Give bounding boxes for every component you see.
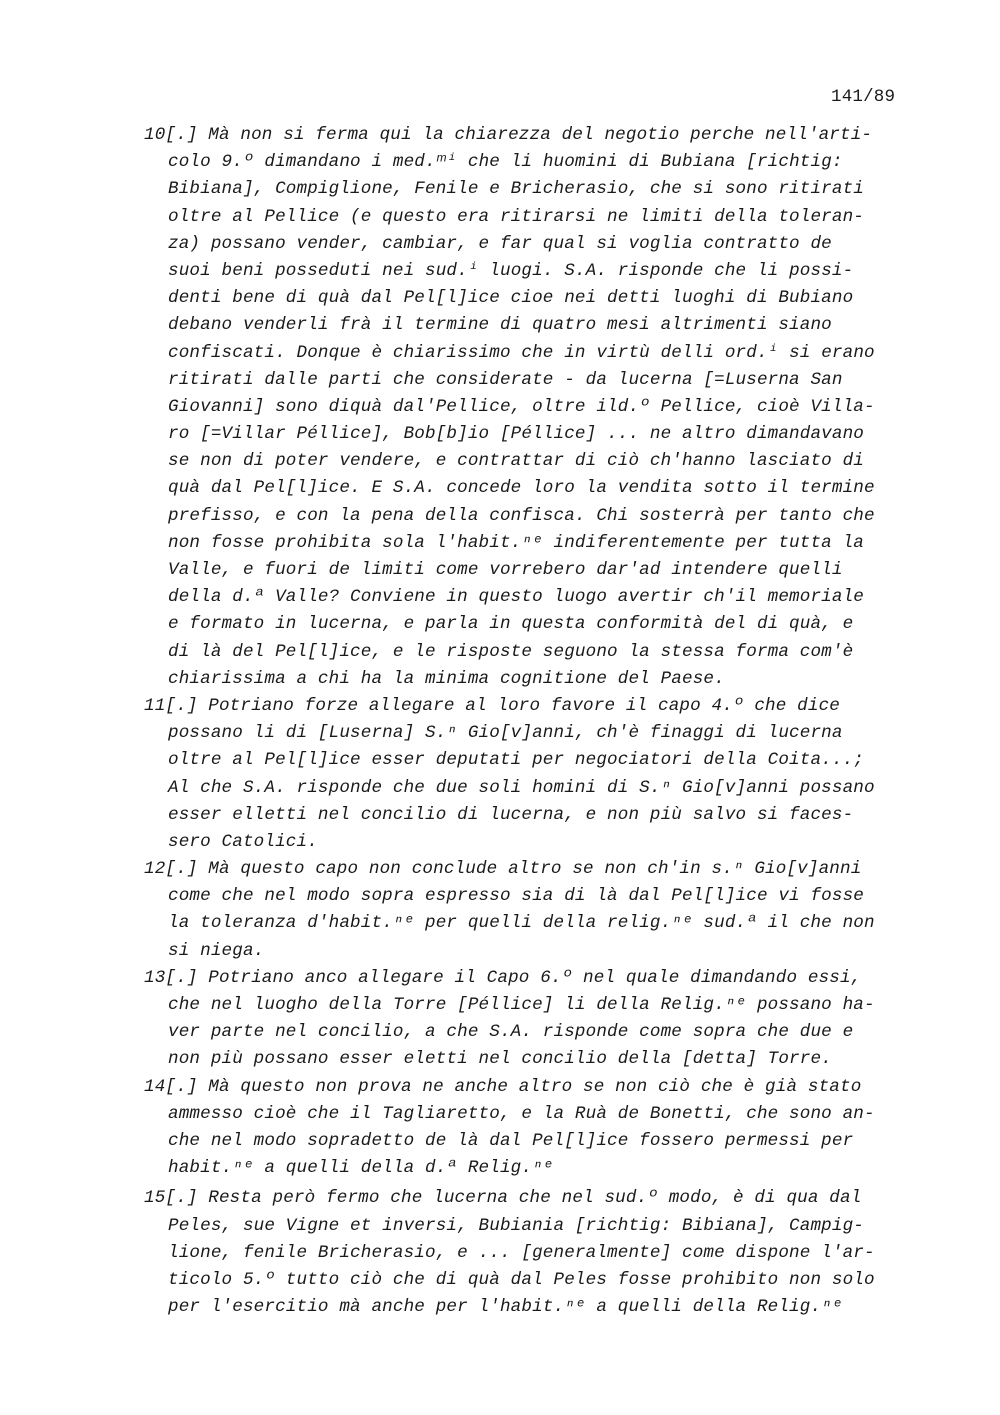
text-line: non fosse prohibita sola l'habit.ⁿᵉ indiferentemente per tutta la [168,532,865,553]
paragraph-13 [144,965,924,1074]
text-line: oltre al Pellice (e questo era ritirarsi ne limiti della toleran- [168,206,865,227]
text-line: Al che S.A. risponde che due soli homini di S.ⁿ Gio[v]anni possano [168,777,875,798]
text-line: prefisso, e con la pena della confisca. Chi sosterrà per tanto che [168,505,875,526]
text-line: 13[.] Potriano anco allegare il Capo 6.º nel quale dimandando essi, [144,967,862,988]
text-line: Giovanni] sono diquà dal'Pellice, oltre ild.º Pellice, cioè Villa- [168,396,875,417]
text-line: se non di poter vendere, e contrattar di ciò ch'hanno lasciato di [168,451,865,472]
text-line: quà dal Pel[l]ice. E S.A. concede loro la vendita sotto il termine [168,478,875,499]
paragraph-14 [144,1074,924,1183]
text-line: chiarissima a chi ha la minima cognitione del Paese. [168,668,725,689]
paragraph-11 [144,693,924,856]
text-line: come che nel modo sopra espresso sia di là dal Pel[l]ice vi fosse [168,886,865,907]
text-line: ver parte nel concilio, a che S.A. risponde come sopra che due e [168,1022,854,1043]
text-line: della d.ª Valle? Conviene in questo luogo avertir ch'il memoriale [168,587,865,608]
text-line: denti bene di quà dal Pel[l]ice cioe nei detti luoghi di Bubiano [168,288,854,309]
text-line: confiscati. Donque è chiarissimo che in virtù delli ord.ⁱ si erano [168,342,875,363]
text-line: oltre al Pel[l]ice esser deputati per negociatori della Coita...; [168,750,865,771]
text-line: lione, fenile Bricherasio, e ... [generalmente] come dispone l'ar- [168,1242,875,1263]
text-line: che nel modo sopradetto de là dal Pel[l]ice fossero permessi per [168,1130,854,1151]
text-line: suoi beni posseduti nei sud.ⁱ luogi. S.A. risponde che li possi- [168,260,854,281]
text-line: e formato in lucerna, e parla in questa conformità del di quà, e [168,614,854,635]
text-line: la toleranza d'habit.ⁿᵉ per quelli della relig.ⁿᵉ sud.ª il che non [168,913,875,934]
text-line: di là del Pel[l]ice, e le risposte seguono la stessa forma com'è [168,641,854,662]
text-line: che nel luogho della Torre [Péllice] li della Relig.ⁿᵉ possano ha- [168,995,875,1015]
text-line: possano li di [Luserna] S.ⁿ Gio[v]anni, ch'è finaggi di lucerna [168,723,843,744]
paragraph-10 [144,122,924,693]
text-line: ro [=Villar Péllice], Bob[b]io [Péllice] ... ne altro dimandavano [168,424,865,445]
text-line: 15[.] Resta però fermo che lucerna che nel sud.º modo, è di qua dal [144,1188,862,1209]
text-line: per l'esercitio mà anche per l'habit.ⁿᵉ a quelli della Relig.ⁿᵉ [168,1297,843,1318]
text-line: Valle, e fuori de limiti come vorrebero dar'ad intendere quelli [168,560,843,580]
text-line: si niega. [168,940,265,961]
document-body [144,122,924,1321]
paragraph-15 [144,1185,924,1321]
text-line: 12[.] Mà questo capo non conclude altro se non ch'in s.ⁿ Gio[v]anni [144,859,862,880]
text-line: za) possano vender, cambiar, e far qual si voglia contratto de [168,233,832,254]
text-line: ritirati dalle parti che considerate - da lucerna [=Luserna San [168,369,843,390]
text-line: ticolo 5.º tutto ciò che di quà dal Peles fosse prohibito non solo [168,1269,875,1290]
paragraph-12 [144,856,924,965]
text-line: 11[.] Potriano forze allegare al loro favore il capo 4.º che dice [144,695,841,716]
text-line: colo 9.º dimandano i med.ᵐⁱ che li huomini di Bubiana [richtig: [168,152,843,173]
text-line: Bibiana], Compiglione, Fenile e Bricherasio, che si sono ritirati [168,179,865,200]
text-line: Peles, sue Vigne et inversi, Bubiania [richtig: Bibiana], Campig- [168,1215,865,1236]
text-line: esser elletti nel concilio di lucerna, e non più salvo si faces- [168,804,854,825]
text-line: non più possano esser eletti nel concilio della [detta] Torre. [168,1049,832,1070]
text-line: sero Catolici. [168,831,318,852]
text-line: debano venderli frà il termine di quatro mesi altrimenti siano [168,315,832,336]
text-line: habit.ⁿᵉ a quelli della d.ª Relig.ⁿᵉ [168,1158,554,1179]
page-number: 141/89 [831,87,896,107]
text-line: 14[.] Mà questo non prova ne anche altro se non ciò che è già stato [144,1076,862,1097]
text-line: ammesso cioè che il Tagliaretto, e la Ruà de Bonetti, che sono an- [168,1103,875,1124]
text-line: 10[.] Mà non si ferma qui la chiarezza del negotio perche nell'arti- [144,125,873,145]
